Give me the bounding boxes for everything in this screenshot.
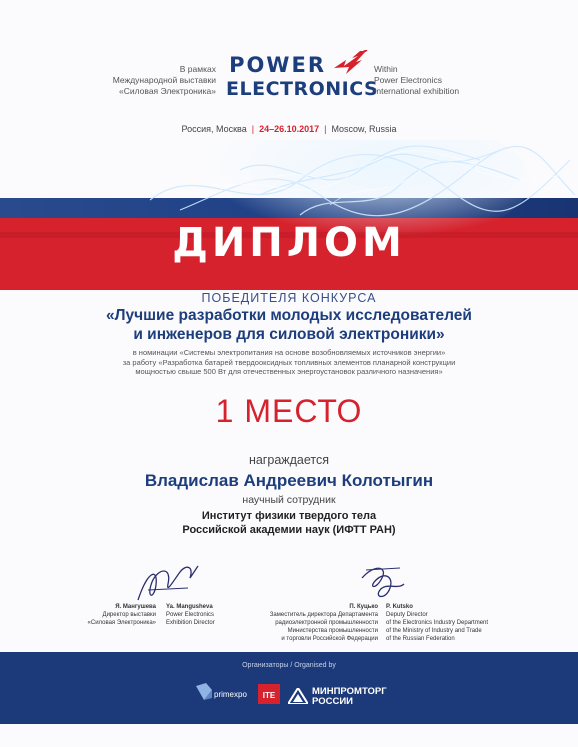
location-city-en: Moscow, Russia (331, 124, 397, 134)
signatory-right-en-line-4: of the Russian Federation (386, 636, 455, 642)
ite-logo-text: ITE (262, 691, 276, 700)
signatory-right-ru-line-4: и торговли Российской Федерации (281, 636, 378, 642)
ite-logo (258, 684, 280, 704)
minpromtorg-logo-text (312, 687, 387, 707)
signatory-left-ru-name: Я. Мангушева (115, 604, 156, 610)
signatory-right-en-name: P. Kutsko (386, 604, 413, 610)
nomination-line-3: мощностью свыше 500 Вт для отечественных энергоустановок различного назначения» (135, 367, 443, 376)
organized-by-label: Организаторы / Organised by (242, 662, 336, 669)
organization-line-2: Российской академии наук (ИФТТ РАН) (182, 524, 396, 536)
signatory-right-ru-name: П. Куцько (349, 604, 378, 610)
nomination-line-1: в номинации «Системы электропитания на основе возобновляемых источников энергии» (132, 348, 446, 357)
contest-line-1: «Лучшие разработки молодых исследователей (106, 307, 472, 324)
header-right-text (374, 64, 504, 97)
separator: | (251, 124, 255, 134)
minpromtorg-line-1: МИНПРОМТОРГ (312, 686, 387, 697)
signatory-left-ru-line-1: Директор выставки (102, 612, 156, 618)
diploma-title: ДИПЛОМ (172, 220, 406, 266)
signature-right (354, 560, 414, 608)
header-right-line-1: Within (374, 64, 398, 74)
nomination-text (20, 348, 558, 377)
banner-lightning-graphic (0, 140, 578, 290)
signatory-right-en-line-1: Deputy Director (386, 612, 428, 618)
signatory-right-ru-line-1: Заместитель директора Департамента (269, 612, 378, 618)
winner-label: ПОБЕДИТЕЛЯ КОНКУРСА (201, 291, 377, 305)
minpromtorg-emblem-icon (288, 688, 308, 704)
nomination-line-2: за работу «Разработка батарей твердооксидных топливных элементов планарной конструкции (122, 357, 456, 367)
logo-word-electronics: ELECTRONICS (226, 78, 379, 100)
logo-word-power: POWER (229, 53, 326, 77)
header-left-text (88, 64, 216, 97)
primexpo-logo (194, 682, 256, 704)
signatory-left-en-name: Ya. Mangusheva (166, 604, 213, 610)
signatory-left-en-line-2: Exhibition Director (166, 620, 215, 626)
header (0, 50, 578, 120)
minpromtorg-line-2: РОССИИ (312, 696, 353, 707)
signatory-left-ru (70, 603, 156, 627)
header-right-line-2: Power Electronics (374, 75, 443, 85)
header-left-line-3: «Силовая Электроника» (119, 86, 216, 96)
contest-name (0, 306, 578, 344)
signatory-right-en (386, 603, 526, 643)
signatory-right-ru-line-3: Министерства промышленности (287, 628, 378, 634)
header-left-line-1: В рамках (179, 64, 216, 74)
separator: | (324, 124, 327, 134)
location-line (0, 124, 578, 134)
recipient-organization (0, 509, 578, 537)
signatory-right-en-line-2: of the Electronics Industry Department (386, 620, 489, 626)
location-city-ru: Россия, Москва (181, 124, 247, 134)
awarded-label: награждается (248, 453, 330, 467)
header-right-line-3: International exhibition (374, 86, 460, 96)
contest-line-2: и инженеров для силовой электроники» (133, 326, 445, 343)
signatory-right-ru (238, 603, 378, 643)
signatory-left-en (166, 603, 246, 627)
event-dates: 24–26.10.2017 (259, 124, 320, 134)
signatory-right-en-line-3: of the Ministry of Industry and Trade (386, 628, 482, 634)
organization-line-1: Институт физики твердого тела (201, 510, 377, 522)
signatory-left-en-line-1: Power Electronics (166, 612, 215, 618)
primexpo-logo-text: primexpo (214, 690, 247, 699)
power-electronics-logo (226, 50, 379, 110)
recipient-position: научный сотрудник (242, 494, 336, 506)
lightning-plug-icon (332, 50, 368, 80)
recipient-name: Владислав Андреевич Колотыгин (144, 471, 434, 490)
signatory-right-ru-line-2: радиоэлектронной промышленности (275, 620, 378, 626)
organizers-footer (0, 652, 578, 724)
signatory-left-ru-line-2: «Силовая Электроника» (87, 620, 156, 626)
place-label: 1 МЕСТО (215, 393, 363, 429)
header-left-line-2: Международной выставки (112, 75, 216, 85)
signature-left (128, 560, 208, 608)
